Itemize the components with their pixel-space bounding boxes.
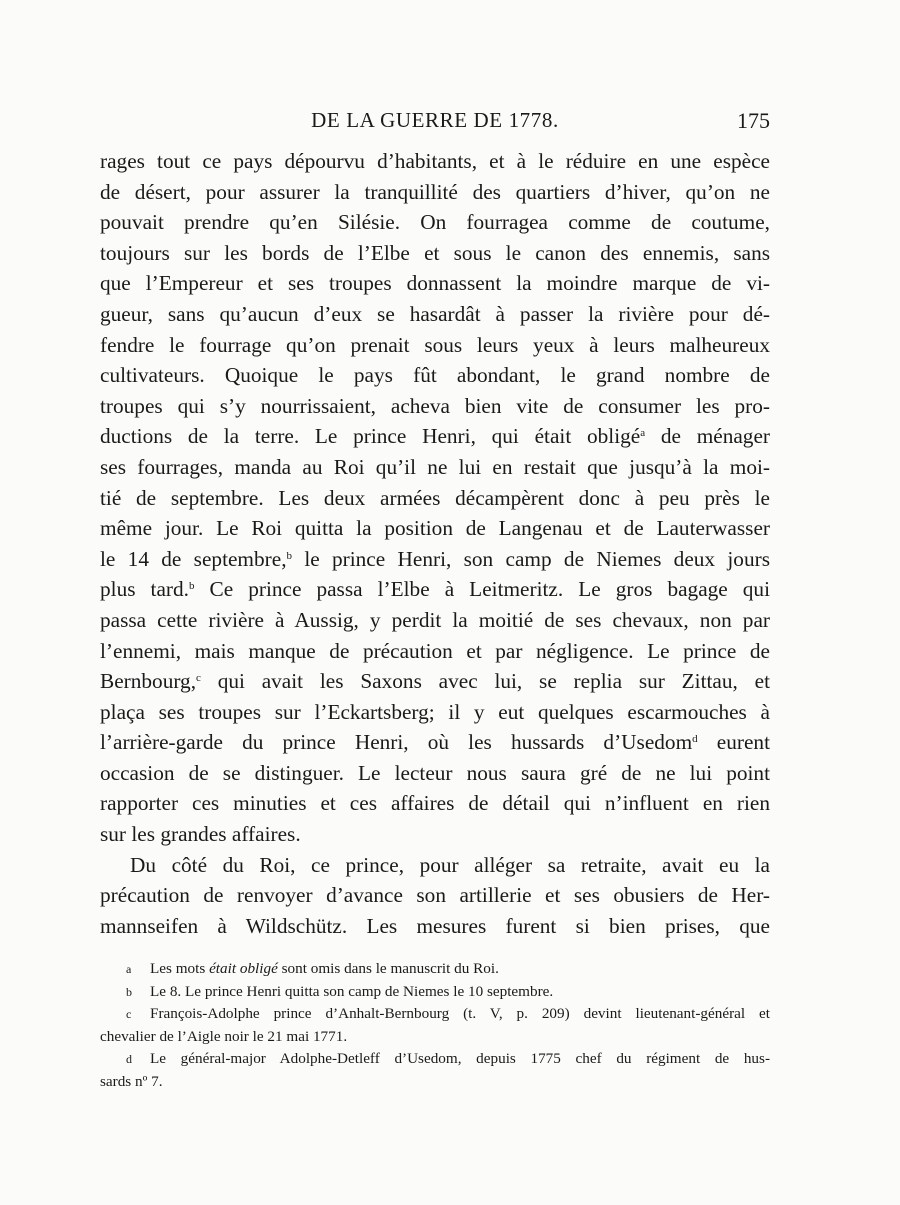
text-segment: Ce prince passa l’Elbe à Leitmeritz. Le gros bagage qui	[194, 577, 771, 602]
running-title: DE LA GUERRE DE 1778.	[311, 108, 559, 132]
text-segment: l’arrière-garde du prince Henri, où les hussards d’Usedom	[100, 730, 693, 755]
footnote-ref: a	[640, 427, 646, 440]
footnote	[100, 1003, 770, 1048]
text-segment: le 14 de septembre,	[100, 546, 287, 571]
text-line: passa cette rivière à Aussig, y perdit la moitié de ses chevaux, non par	[100, 607, 770, 632]
footnote	[100, 1048, 770, 1093]
text-line: l’ennemi, mais manque de précaution et par négligence. Le prince de	[100, 638, 770, 663]
main-text	[100, 146, 770, 941]
text-line: précaution de renvoyer d’avance son artillerie et ses obusiers de Her-	[100, 883, 770, 908]
footnote	[100, 981, 770, 1004]
footnote-italic: était obligé	[209, 960, 278, 977]
text-line	[100, 544, 770, 575]
page-number: 175	[737, 108, 770, 133]
text-segment: qui avait les Saxons avec lui, se replia sur Zittau, et	[200, 669, 770, 694]
text-line: toujours sur les bords de l’Elbe et sous le canon des ennemis, sans	[100, 240, 770, 265]
footnote-ref: c	[196, 672, 201, 685]
text-line: même jour. Le Roi quitta la position de Langenau et de Lauterwasser	[100, 516, 770, 541]
text-segment: le prince Henri, son camp de Niemes deux jours	[292, 546, 770, 571]
footnote-ref: b	[188, 580, 195, 593]
footnote-text: Le 8. Le prince Henri quitta son camp de Niemes le 10 septembre.	[150, 982, 554, 1000]
footnote-ref: d	[692, 733, 698, 746]
text-line: troupes qui s’y nourrissaient, acheva bien vite de consumer les pro-	[100, 393, 770, 418]
footnote-text: François-Adolphe prince d’Anhalt-Bernbourg (t. V, p. 209) devint lieutenant-général et	[150, 1005, 770, 1022]
text-line: fendre le fourrage qu’on prenait sous leurs yeux à leurs malheureux	[100, 332, 770, 357]
text-line	[100, 574, 770, 605]
text-segment: ductions de la terre. Le prince Henri, qui était obligé	[100, 424, 641, 449]
text-line	[100, 727, 770, 758]
running-head	[100, 108, 770, 138]
footnote-text: chevalier de l’Aigle noir le 21 mai 1771.	[100, 1027, 348, 1045]
text-line: mannseifen à Wildschütz. Les mesures furent si bien prises, que	[100, 913, 770, 938]
text-line: rapporter ces minuties et ces affaires de détail qui n’influent en rien	[100, 791, 770, 816]
text-line: que l’Empereur et ses troupes donnassent la moindre marque de vi-	[100, 271, 770, 296]
text-line: tié de septembre. Les deux armées décampèrent donc à peu près le	[100, 485, 770, 510]
footnote-mark: c	[126, 1007, 132, 1021]
text-line: sur les grandes affaires.	[100, 822, 301, 847]
footnote-text: Les mots	[150, 960, 210, 977]
text-segment: de ménager	[645, 424, 771, 449]
text-line: rages tout ce pays dépourvu d’habitants, et à le réduire en une espèce	[100, 149, 770, 173]
text-line	[100, 421, 770, 452]
text-segment: Bernbourg,	[100, 669, 197, 694]
footnotes	[100, 958, 770, 1093]
footnote-ref: b	[286, 549, 293, 562]
text-line: pouvait prendre qu’en Silésie. On fourragea comme de coutume,	[100, 210, 770, 235]
text-line: cultivateurs. Quoique le pays fût abondant, le grand nombre de	[100, 363, 770, 388]
text-line: plaça ses troupes sur l’Eckartsberg; il y eut quelques escarmouches à	[100, 699, 770, 724]
text-segment: eurent	[697, 730, 770, 755]
footnote-text: Le général-major Adolphe-Detleff d’Usedom, depuis 1775 chef du régiment de hus-	[150, 1050, 770, 1067]
footnote-mark: d	[126, 1052, 132, 1066]
text-line: occasion de se distinguer. Le lecteur nous saura gré de ne lui point	[100, 760, 770, 785]
text-line: Du côté du Roi, ce prince, pour alléger sa retraite, avait eu la	[130, 852, 770, 877]
footnote-line	[100, 1003, 770, 1026]
text-line: de désert, pour assurer la tranquillité des quartiers d’hiver, qu’on ne	[100, 179, 770, 204]
footnote-text: sards nº 7.	[100, 1072, 163, 1090]
text-segment: plus tard.	[100, 577, 189, 602]
footnote	[100, 958, 770, 981]
text-line	[100, 666, 770, 697]
footnote-mark: b	[126, 984, 132, 999]
text-line: ses fourrages, manda au Roi qu’il ne lui en restait que jusqu’à la moi-	[100, 454, 770, 479]
footnote-line	[100, 1048, 770, 1071]
footnote-mark: a	[126, 962, 132, 976]
text-line: gueur, sans qu’aucun d’eux se hasardât à passer la rivière pour dé-	[100, 301, 770, 326]
footnote-text: sont omis dans le manuscrit du Roi.	[277, 960, 499, 977]
